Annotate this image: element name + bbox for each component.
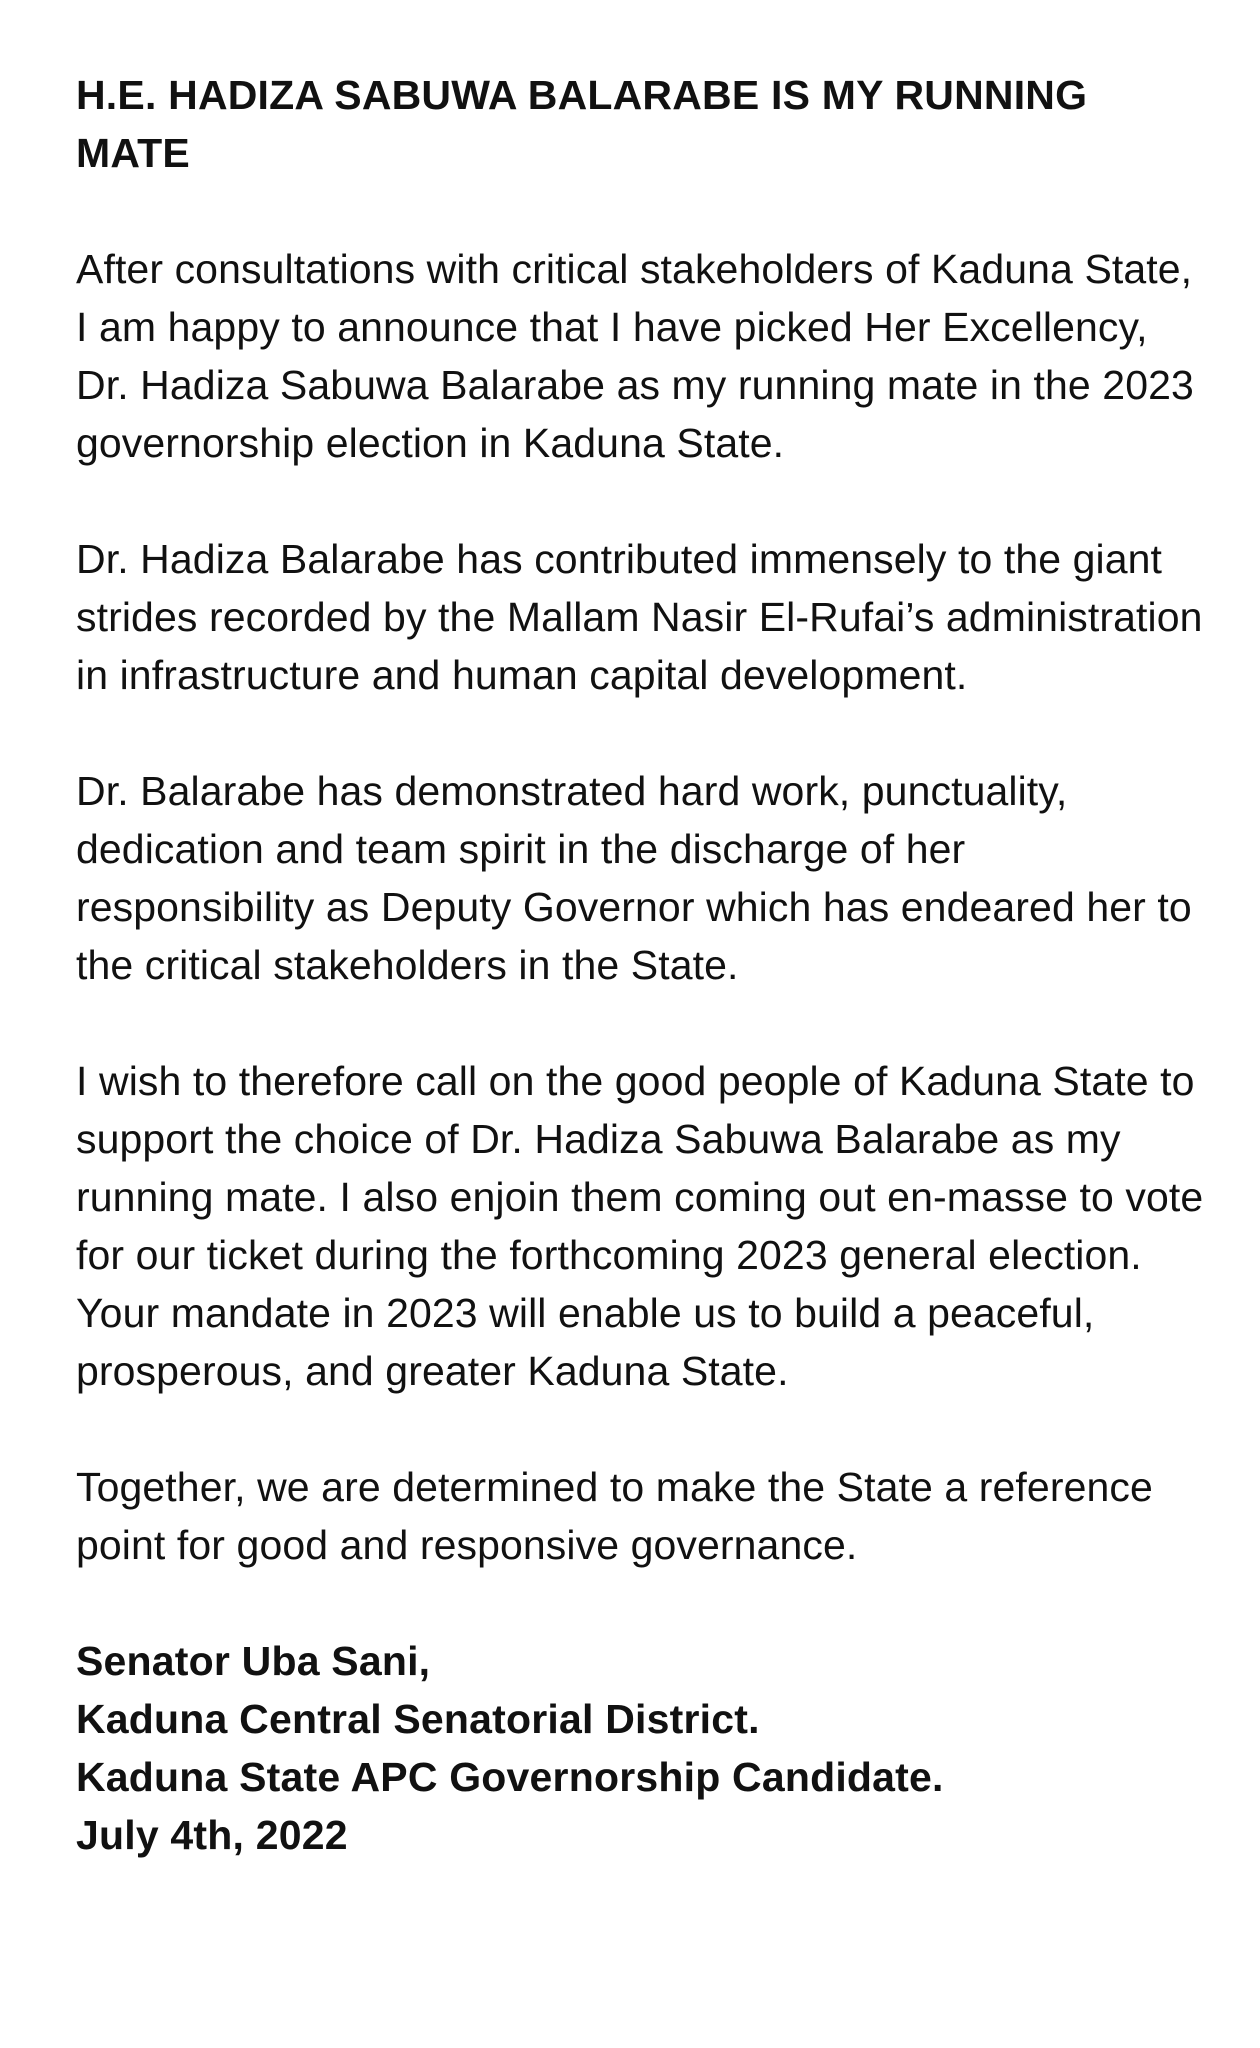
paragraph-call-to-action: I wish to therefore call on the good people of Kaduna State to support the choice of Dr. Hadiza Sabuwa Balarabe as my running mate. I also enjoin them coming out en-masse to vote for our ticket during the forthcoming 2023 general election. Your mandate in 2023 will enable us to build a peaceful, prosperous, and greater Kaduna State. [76,1058,1204,1394]
signatory-role: Kaduna State APC Governorship Candidate. [76,1754,944,1800]
signature-block [76,1632,1206,1864]
paragraph-announcement: After consultations with critical stakeholders of Kaduna State, I am happy to announce that I have picked Her Excellency, Dr. Hadiza Sabuwa Balarabe as my running mate in the 2023 governorship election in Kaduna State. [76,246,1194,466]
statement-title: H.E. HADIZA SABUWA BALARABE IS MY RUNNING MATE [76,72,1088,176]
signatory-district: Kaduna Central Senatorial District. [76,1696,760,1742]
paragraph-closing: Together, we are determined to make the State a reference point for good and responsive governance. [76,1464,1153,1568]
statement-date: July 4th, 2022 [76,1812,348,1858]
press-statement [76,66,1206,1864]
paragraph-contribution: Dr. Hadiza Balarabe has contributed immensely to the giant strides recorded by the Mallam Nasir El-Rufai’s administration in infrastructure and human capital development. [76,536,1203,698]
paragraph-qualities: Dr. Balarabe has demonstrated hard work, punctuality, dedication and team spirit in the discharge of her responsibility as Deputy Governor which has endeared her to the critical stakeholders in the State. [76,768,1192,988]
signatory-name: Senator Uba Sani, [76,1638,431,1684]
